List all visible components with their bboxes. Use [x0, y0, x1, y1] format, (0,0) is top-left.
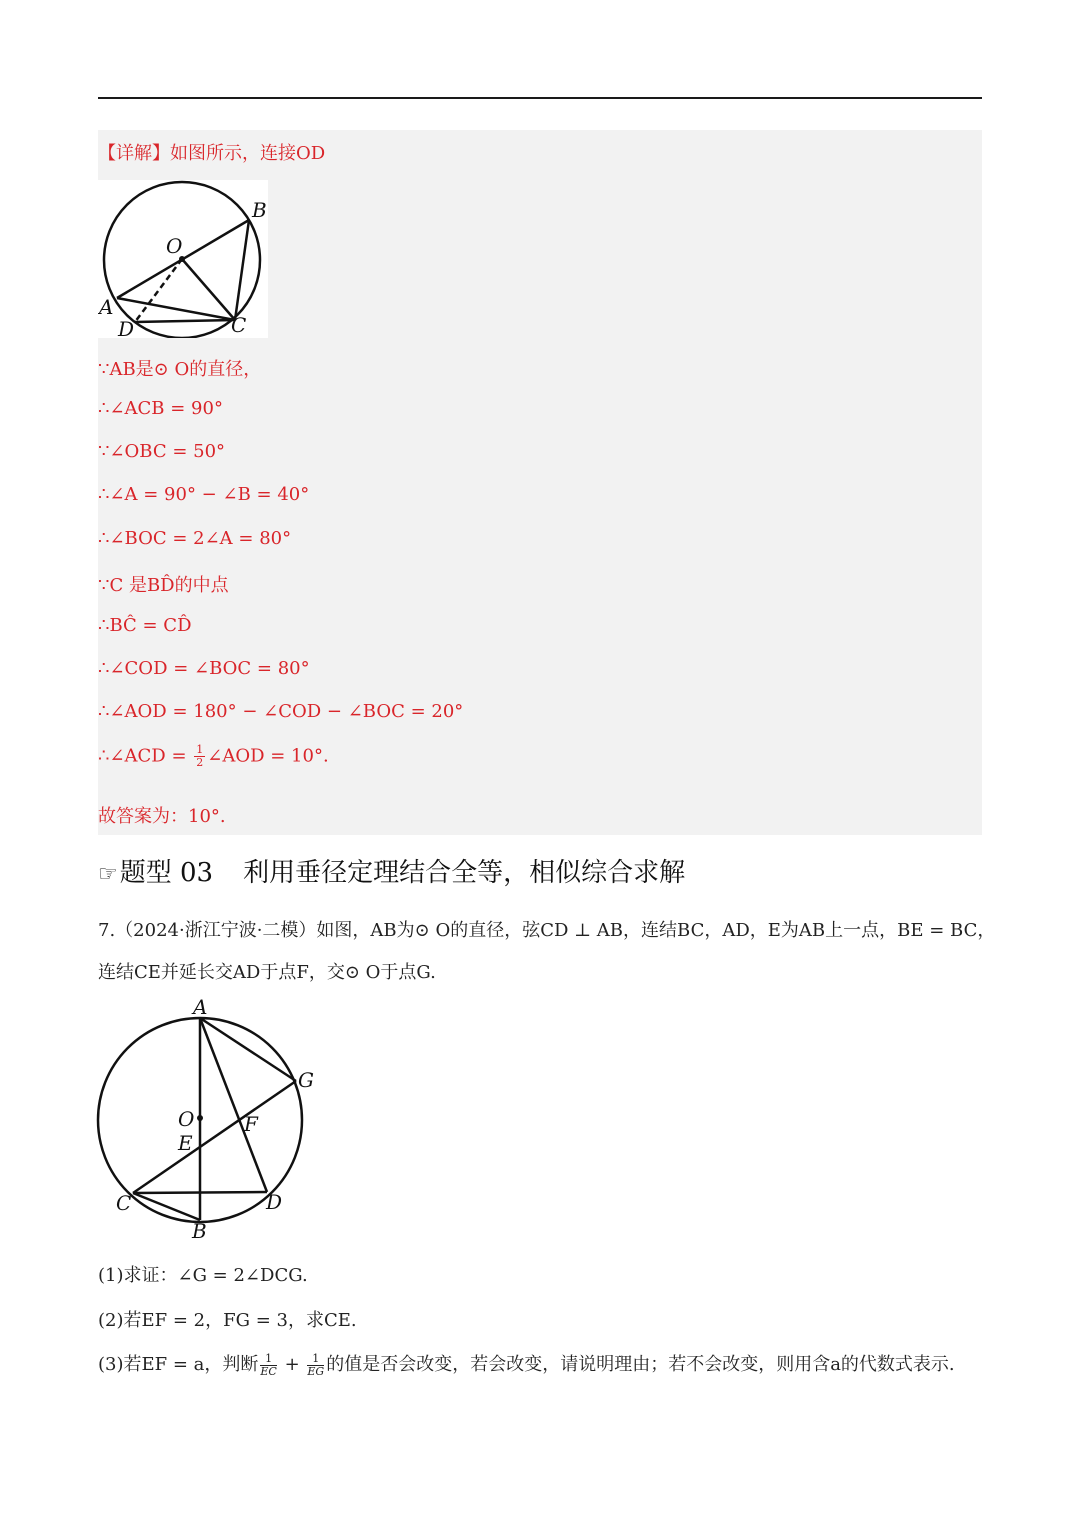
solution-step-fraction — [98, 744, 329, 769]
solution-tag: 【详解】 — [98, 143, 170, 164]
question-part-1: (1)求证：∠G = 2∠DCG. — [98, 1265, 308, 1286]
fraction-1-over-eg — [307, 1353, 324, 1378]
question-stem-line1: 7.（2024·浙江宁波·二模）如图，AB为⊙ O的直径，弦CD ⊥ AB，连结BC，AD，E为AB上一点，BE = BC， — [98, 920, 996, 941]
solution-step: ∵∠OBC = 50° — [98, 441, 226, 462]
segment-cg — [133, 1081, 296, 1193]
fraction-denominator: 2 — [196, 756, 204, 769]
solution-step: ∴∠BOC = 2∠A = 80° — [98, 528, 292, 549]
fraction-denominator: EC — [260, 1364, 277, 1378]
fraction-numerator: 1 — [260, 1353, 276, 1366]
solution-figure — [98, 180, 268, 338]
solution-step: ∴∠A = 90° − ∠B = 40° — [98, 484, 310, 505]
label-e: E — [178, 1131, 193, 1155]
center-point — [197, 1115, 203, 1121]
segment-od — [135, 259, 182, 322]
fraction-denominator: EG — [307, 1364, 325, 1378]
fraction-half — [194, 744, 205, 769]
solution-step: ∴∠AOD = 180° − ∠COD − ∠BOC = 20° — [98, 701, 464, 722]
label-o: O — [166, 234, 183, 258]
solution-intro — [98, 139, 325, 165]
fraction-numerator: 1 — [307, 1353, 324, 1366]
segment-cd — [133, 1192, 267, 1193]
step-frac-prefix: ∴∠ACD = — [98, 745, 193, 767]
label-b: B — [252, 198, 267, 222]
label-b: B — [192, 1219, 207, 1243]
plus-sign: + — [278, 1354, 306, 1375]
solution-step: ∴∠COD = ∠BOC = 80° — [98, 658, 310, 679]
section-heading — [98, 852, 685, 889]
question-stem-line2: 连结CE并延长交AD于点F，交⊙ O于点G. — [98, 962, 436, 983]
solution-intro-text: 如图所示，连接OD — [170, 143, 326, 164]
solution-step: ∴∠ACB = 90° — [98, 398, 223, 419]
solution-step: ∴BĈ = CD̂ — [98, 615, 192, 636]
part3-suffix: 的值是否会改变，若会改变，请说明理由；若不会改变，则用含a的代数式表示. — [326, 1354, 955, 1375]
label-d: D — [118, 317, 135, 338]
label-a: A — [99, 295, 114, 319]
question-part-2: (2)若EF = 2，FG = 3，求CE. — [98, 1310, 357, 1331]
label-c: C — [116, 1191, 132, 1215]
section-number: 03 — [180, 858, 214, 888]
segment-ad — [200, 1018, 267, 1192]
solution-step: ∵C 是BD̂的中点 — [98, 575, 229, 596]
segment-dc — [135, 320, 235, 322]
part3-prefix: (3)若EF = a，判断 — [98, 1354, 259, 1375]
step-frac-suffix: ∠AOD = 10°. — [207, 745, 329, 767]
question-part-3 — [98, 1350, 955, 1378]
label-d: D — [266, 1190, 283, 1214]
header-rule — [98, 97, 982, 99]
solution-answer: 故答案为：10°. — [98, 806, 226, 827]
label-a: A — [193, 996, 208, 1019]
label-o: O — [178, 1107, 195, 1131]
question-figure — [96, 996, 326, 1246]
segment-ag — [200, 1018, 296, 1081]
fraction-1-over-ec — [260, 1353, 276, 1378]
pointing-hand-icon: ☞ — [98, 862, 118, 887]
section-title: 利用垂径定理结合全等，相似综合求解 — [243, 858, 686, 888]
label-g: G — [298, 1068, 314, 1092]
solution-step: ∵AB是⊙ O的直径， — [98, 359, 262, 380]
label-c: C — [231, 313, 247, 337]
section-label: 题型 — [119, 858, 172, 888]
label-f: F — [244, 1112, 258, 1136]
fraction-numerator: 1 — [196, 743, 204, 756]
